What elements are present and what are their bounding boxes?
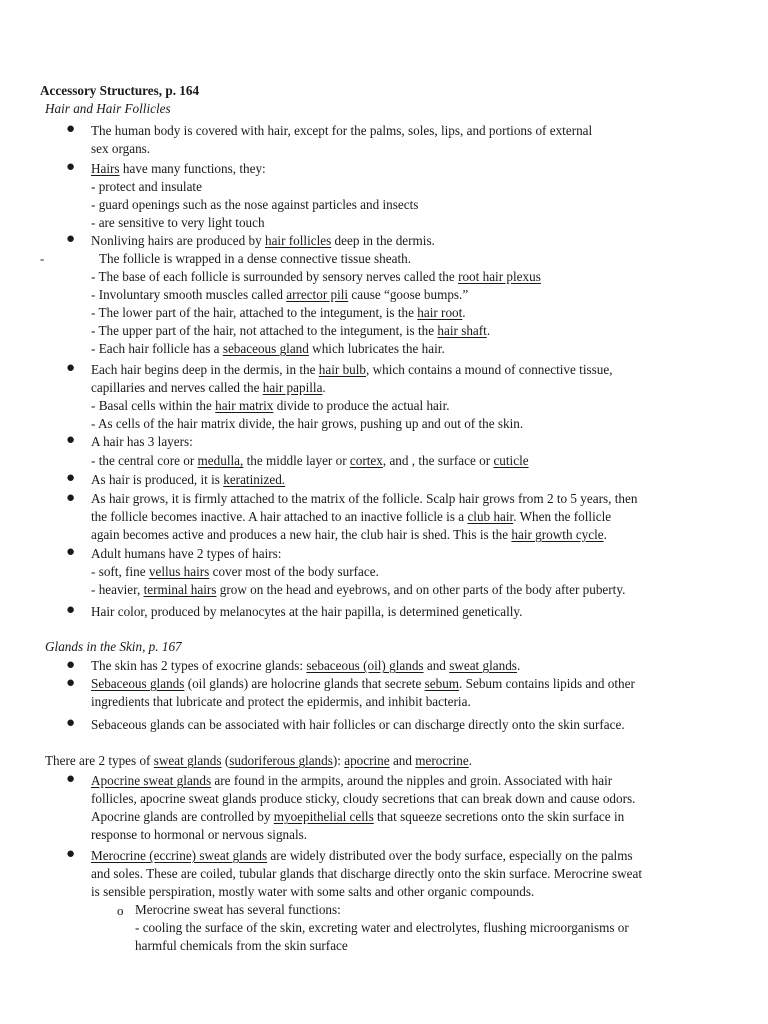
sub-item: - The base of each follicle is surrounded by sensory nerves called the root hair plexus [91,269,541,284]
bullet-icon: ● [66,602,76,618]
bullet-text: Nonliving hairs are produced by hair follicles deep in the dermis. [91,233,435,248]
bullet-text: again becomes active and produces a new hair, the club hair is shed. This is the hair growth cycle. [91,527,607,542]
term-sudoriferous-glands: sudoriferous glands [229,753,333,768]
term-myoepithelial-cells: myoepithelial cells [273,809,374,824]
term-sweat-glands: sweat glands [449,658,517,673]
term-sebaceous-gland: sebaceous gland [222,341,309,356]
sub-item: - Basal cells within the hair matrix divide to produce the actual hair. [91,398,450,413]
bullet-text: follicles, apocrine sweat glands produce sticky, cloudy secretions that can break down and cause odors. [91,791,636,806]
bullet-text: The human body is covered with hair, except for the palms, soles, lips, and portions of external [91,123,593,138]
term-sweat-glands-2: sweat glands [153,753,222,768]
bullet-icon: ● [66,121,76,137]
hollow-bullet-icon: o [117,903,124,918]
bullet-text: and soles. These are coiled, tubular glands that discharge directly onto the skin surface. Merocrine sweat [91,866,643,881]
bullet-text: capillaries and nerves called the hair papilla. [91,380,326,395]
term-hair-papilla: hair papilla [262,380,323,395]
sub-item: - As cells of the hair matrix divide, the hair grows, pushing up and out of the skin. [91,416,524,431]
sub-item: - guard openings such as the nose against particles and insects [91,197,419,212]
bullet-text: Sebaceous glands (oil glands) are holocrine glands that secrete sebum. Sebum contains lipids and other [91,676,635,691]
term-hair-matrix: hair matrix [215,398,274,413]
term-hair-root: hair root [417,305,463,320]
bullet-icon: ● [66,715,76,731]
bullet-text: Apocrine sweat glands are found in the armpits, around the nipples and groin. Associated with hair [91,773,613,788]
section-heading-glands: Glands in the Skin, p. 167 [45,639,182,654]
term-root-hair-plexus: root hair plexus [458,269,541,284]
sub-item: - soft, fine vellus hairs cover most of the body surface. [91,564,379,579]
sub-item: - the central core or medulla, the middle layer or cortex, and , the surface or cuticle [91,453,529,468]
bullet-text: is sensible perspiration, mostly water with some salts and other organic compounds. [91,884,535,899]
term-apocrine-sweat-glands: Apocrine sweat glands [91,773,212,788]
bullet-text: The skin has 2 types of exocrine glands: sebaceous (oil) glands and sweat glands. [91,658,521,673]
bullet-text: Hairs have many functions, they: [91,161,266,176]
term-club-hair: club hair [467,509,514,524]
bullet-icon: ● [66,846,76,862]
bullet-icon: ● [66,657,76,673]
term-sebum: sebum [424,676,460,691]
sub-item: harmful chemicals from the skin surface [135,938,348,953]
sub-item: - protect and insulate [91,179,202,194]
bullet-text: Merocrine (eccrine) sweat glands are widely distributed over the body surface, especially on the palms [91,848,633,863]
sub-item: - heavier, terminal hairs grow on the head and eyebrows, and on other parts of the body after puberty. [91,582,626,597]
term-cortex: cortex [349,453,383,468]
bullet-text: Sebaceous glands can be associated with hair follicles or can discharge directly onto the skin surface. [91,717,625,732]
bullet-icon: ● [66,675,76,691]
term-hair-growth-cycle: hair growth cycle [511,527,604,542]
bullet-text: Hair color, produced by melanocytes at the hair papilla, is determined genetically. [91,604,523,619]
bullet-text: sex organs. [91,141,151,156]
term-cuticle: cuticle [493,453,529,468]
term-medulla: medulla, [197,453,244,468]
bullet-icon: ● [66,771,76,787]
bullet-text: Each hair begins deep in the dermis, in the hair bulb, which contains a mound of connective tissue, [91,362,613,377]
term-arrector-pili: arrector pili [286,287,349,302]
sub-bullet-text: Merocrine sweat has several functions: [135,902,341,917]
sub-item: - Each hair follicle has a sebaceous gland which lubricates the hair. [91,341,445,356]
bullet-text: Adult humans have 2 types of hairs: [91,546,282,561]
sub-item: - cooling the surface of the skin, excreting water and electrolytes, flushing microorganisms or [135,920,629,935]
sweat-glands-intro: There are 2 types of sweat glands (sudoriferous glands): apocrine and merocrine. [45,753,473,768]
term-hair-follicles: hair follicles [264,233,332,248]
bullet-icon: ● [66,544,76,560]
term-apocrine: apocrine [344,753,390,768]
bullet-icon: ● [66,490,76,506]
bullet-text: the follicle becomes inactive. A hair attached to an inactive follicle is a club hair. When the follicle [91,509,612,524]
term-sebaceous-glands: Sebaceous glands [91,676,185,691]
bullet-text: As hair is produced, it is keratinized. [91,472,286,487]
page-title: Accessory Structures, p. 164 [40,83,200,98]
term-vellus-hairs: vellus hairs [148,564,210,579]
term-sebaceous-oil-glands: sebaceous (oil) glands [306,658,424,673]
bullet-text: ingredients that lubricate and protect the epidermis, and inhibit bacteria. [91,694,471,709]
bullet-icon: ● [66,360,76,376]
sub-item: The follicle is wrapped in a dense connective tissue sheath. [99,251,411,266]
bullet-icon: ● [66,470,76,486]
stray-dash: - [40,251,45,266]
sub-item: - are sensitive to very light touch [91,215,265,230]
bullet-icon: ● [66,159,76,175]
term-merocrine: merocrine [415,753,469,768]
term-terminal-hairs: terminal hairs [143,582,217,597]
bullet-text: As hair grows, it is firmly attached to the matrix of the follicle. Scalp hair grows from 2 to 5 years, then [91,491,638,506]
sub-item: - The lower part of the hair, attached to the integument, is the hair root. [91,305,466,320]
term-merocrine-sweat-glands: Merocrine (eccrine) sweat glands [91,848,268,863]
bullet-text: A hair has 3 layers: [91,434,193,449]
term-hairs: Hairs [91,161,120,176]
bullet-text: response to hormonal or nervous signals. [91,827,308,842]
bullet-icon: ● [66,432,76,448]
term-keratinized: keratinized. [223,472,286,487]
sub-item: - The upper part of the hair, not attached to the integument, is the hair shaft. [91,323,491,338]
term-hair-bulb: hair bulb [318,362,367,377]
sub-item: - Involuntary smooth muscles called arrector pili cause “goose bumps.” [91,287,469,302]
bullet-text: Apocrine glands are controlled by myoepithelial cells that squeeze secretions onto the skin surface in [91,809,625,824]
term-hair-shaft: hair shaft [437,323,487,338]
bullet-icon: ● [66,231,76,247]
section-heading-hair: Hair and Hair Follicles [45,101,171,116]
